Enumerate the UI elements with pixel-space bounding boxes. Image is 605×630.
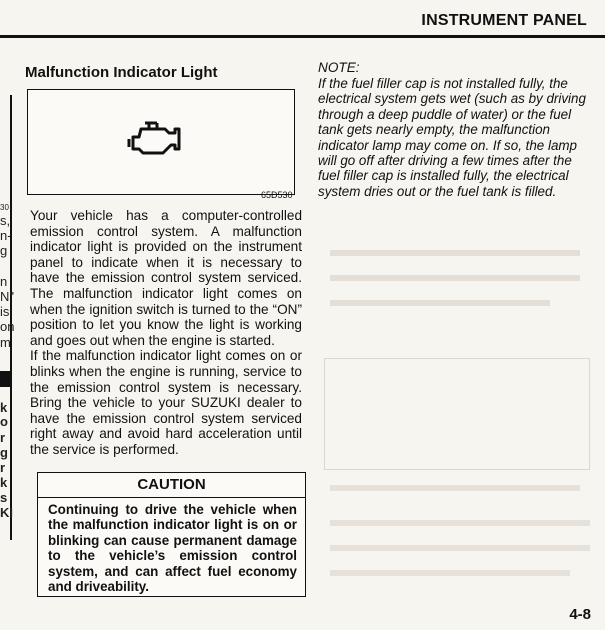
header-title: INSTRUMENT PANEL bbox=[421, 12, 587, 29]
caution-title: CAUTION bbox=[38, 473, 305, 498]
header-rule bbox=[0, 35, 605, 38]
section-title: Malfunction Indicator Light bbox=[25, 64, 218, 81]
note-text: If the fuel filler cap is not installed fully, the electrical system gets wet (such as by driving through a deep puddle of water) or the fuel tank gets nearly empty, the malfunction indicator lamp may come on. If so, the lamp will go off after driving a few times after the fuel filler cap is installed fully, the electrical system dries out or the fuel tank is filled. bbox=[318, 76, 586, 199]
body-paragraph-2: If the malfunction indicator light comes on or blinks when the engine is running, service to the emission control system is necessary. Bring the vehicle to your SUZUKI dealer to have the emission control system serviced right away and avoid hard acceleration until the service is performed. bbox=[30, 348, 302, 457]
figure-code: 65D530 bbox=[261, 190, 293, 200]
body-paragraph-1: Your vehicle has a computer-controlled emission control system. A malfunction indicator light is provided on the instrument panel to indicate when it is necessary to have the emission control system serviced. The malfunction indicator light comes on when the ignition switch is turned to the “ON” position to let you know the light is working and goes out when the engine is started. bbox=[30, 208, 302, 348]
bleed-through-frame bbox=[324, 358, 590, 470]
caution-text: Continuing to drive the vehicle when the malfunction indicator light is on or blinking can cause permanent damage to the vehicle’s emission control system, and can affect fuel economy and driveability. bbox=[48, 502, 297, 595]
page-number: 4-8 bbox=[569, 606, 591, 623]
body-text bbox=[30, 208, 302, 458]
note-label: NOTE: bbox=[318, 60, 360, 75]
figure-box bbox=[27, 89, 295, 195]
engine-icon bbox=[125, 117, 189, 166]
left-page-edge bbox=[10, 95, 12, 540]
caution-box bbox=[37, 472, 306, 597]
